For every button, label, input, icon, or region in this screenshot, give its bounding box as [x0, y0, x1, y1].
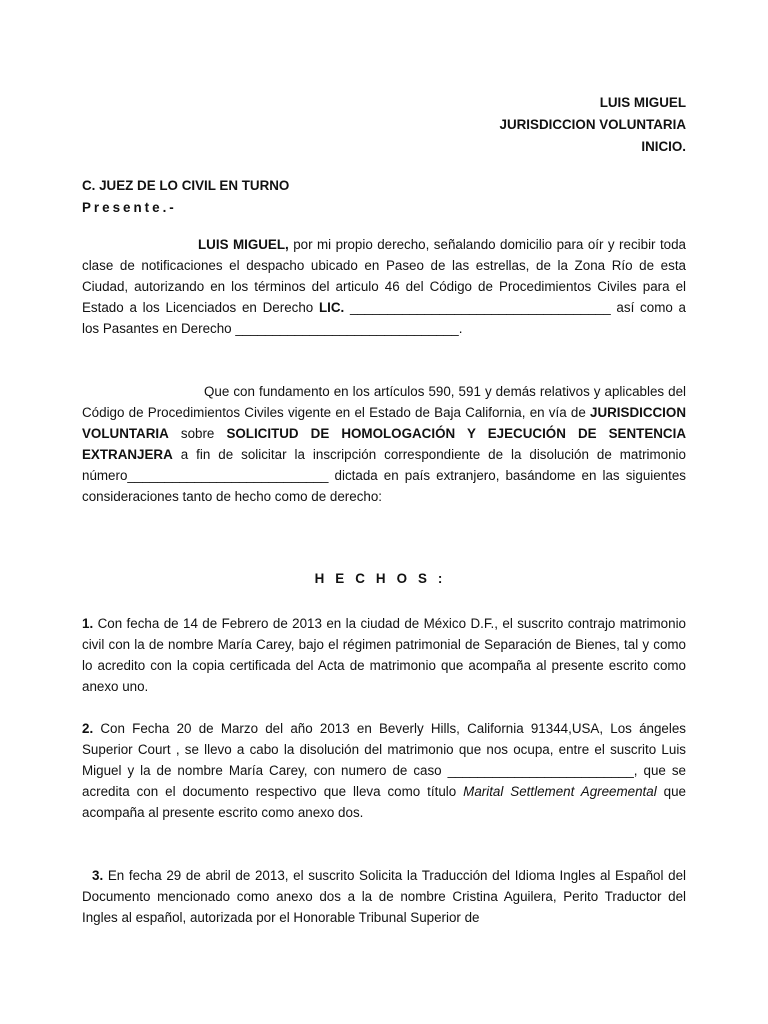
basis-procedure: JURISDICCION VOLUNTARIA — [82, 405, 686, 441]
section-title-hechos: HECHOS: — [314, 571, 454, 586]
basis-text-1: Que con fundamento en los artículos 590, 591 y demás relativos y aplicables del Código de Procedimientos Civiles vigente en el Estado de Baja California, en vía de — [82, 384, 686, 420]
basis-text-3: a fin de solicitar la inscripción correspondiente de la disolución de matrimonio número___________________________ dictada en país extranjero, basándome en las siguientes consideraciones tanto de hecho como de derecho: — [82, 447, 686, 504]
fact-number-3: 3. — [92, 868, 104, 883]
fact-item-3 — [82, 865, 686, 928]
header-procedure: JURISDICCION VOLUNTARIA — [499, 117, 686, 132]
basis-request: SOLICITUD DE HOMOLOGACIÓN Y EJECUCIÓN DE SENTENCIA EXTRANJERA — [82, 426, 686, 462]
fact-text-2b: que acompaña al presente escrito como anexo dos. — [82, 784, 686, 820]
fact-item-2 — [82, 718, 686, 823]
intro-name: LUIS MIGUEL, — [198, 237, 289, 252]
fact-number-1: 1. — [82, 616, 94, 631]
addressee-judge: C. JUEZ DE LO CIVIL EN TURNO — [82, 178, 290, 193]
fact-item-1 — [82, 613, 686, 697]
header-stage: INICIO. — [641, 139, 686, 154]
intro-text-2: ___________________________________ así como a los Pasantes en Derecho ______________________________. — [82, 300, 686, 336]
fact-document-title: Marital Settlement Agreemental — [463, 784, 657, 799]
addressee-block — [82, 175, 289, 219]
fact-text-3: En fecha 29 de abril de 2013, el suscrito Solicita la Traducción del Idioma Ingles al Español del Documento mencionado como anexo dos a la de nombre Cristina Aguilera, Perito Traductor del Ingles al español, autorizada por el Honorable Tribunal Superior de — [82, 868, 686, 925]
addressee-presente: Presente.- — [82, 200, 177, 215]
intro-paragraph — [82, 234, 686, 339]
intro-text-1: por mi propio derecho, señalando domicilio para oír y recibir toda clase de notificaciones el despacho ubicado en Paseo de las estrellas, de la Zona Río de esta Ciudad, autorizando en los términos del articulo 46 del Código de Procedimientos Civiles para el Estado a los Licenciados en Derecho — [82, 237, 687, 315]
fact-text-1: Con fecha de 14 de Febrero de 2013 en la ciudad de México D.F., el suscrito contrajo matrimonio civil con la de nombre María Carey, bajo el régimen patrimonial de Separación de Bienes, tal y como lo acredito con la copia certificada del Acta de matrimonio que acompaña al presente escrito como anexo uno. — [82, 616, 686, 694]
fact-text-2a: Con Fecha 20 de Marzo del año 2013 en Beverly Hills, California 91344,USA, Los ángeles Superior Court , se llevo a cabo la disolución del matrimonio que nos ocupa, entre el suscrito Luis Miguel y la de nombre María Carey, con numero de caso _________________________, que se acredita con el documento respectivo que lleva como título — [82, 721, 686, 799]
basis-text-2: sobre — [168, 426, 227, 441]
intro-lic: LIC. — [318, 300, 345, 315]
document-header — [500, 92, 686, 158]
header-name: LUIS MIGUEL — [599, 95, 686, 110]
fact-number-2: 2. — [82, 721, 94, 736]
basis-paragraph — [82, 381, 686, 507]
